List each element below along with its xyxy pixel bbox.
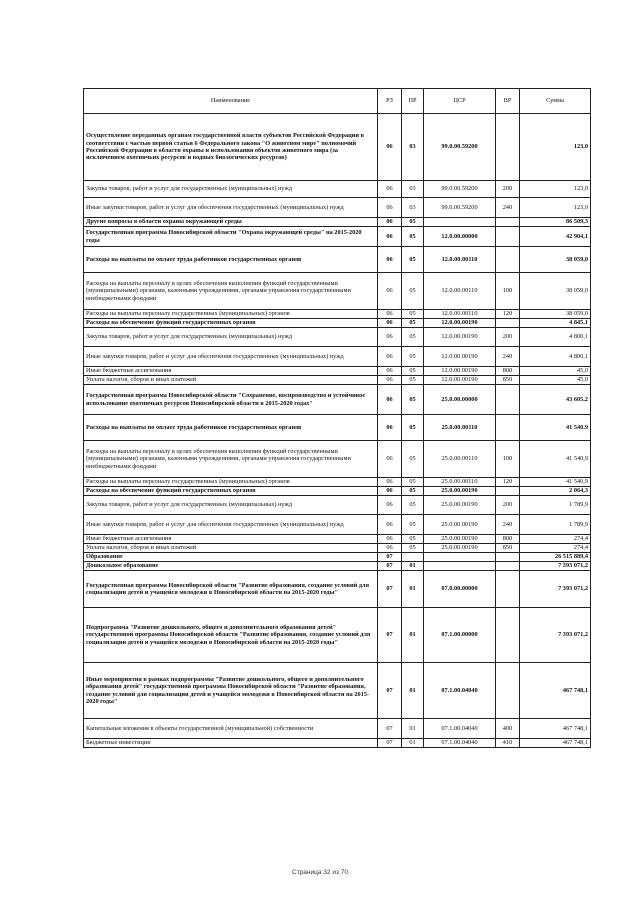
cell-vr	[496, 487, 520, 496]
cell-csr: 25.0.00.00190	[424, 544, 496, 553]
cell-vr	[496, 415, 520, 441]
table-row	[84, 198, 591, 218]
cell-sum: 45,0	[520, 376, 591, 385]
cell-rz: 06	[378, 487, 402, 496]
cell-name: Расходы на обеспечение функций государственных органов	[84, 487, 378, 496]
cell-name: Капитальные вложения в объекты государственной (муниципальной) собственности	[84, 719, 378, 739]
cell-vr: 100	[496, 273, 520, 310]
cell-rz: 06	[378, 273, 402, 310]
cell-vr: 800	[496, 367, 520, 376]
cell-sum: 123,0	[520, 198, 591, 218]
cell-sum: 42 904,1	[520, 227, 591, 247]
cell-name: Осуществление переданных органам государственной власти субъектов Российской Федерации в соответствии с частью первой статьи 6 Федерального закона "О животном мире" полномочий Российской Федерации в области охраны и использования объектов животного мира (за исключением охотничьих ресурсов и водных биологических ресурсов)	[84, 114, 378, 181]
cell-vr	[496, 608, 520, 663]
cell-vr: 240	[496, 515, 520, 535]
cell-name: Государственная программа Новосибирской области "Сохранение, воспроизводство и устойчивое использование охотничьих ресурсов Новосибирской области в 2015-2020 годах"	[84, 385, 378, 415]
cell-vr: 850	[496, 544, 520, 553]
table-row	[84, 415, 591, 441]
cell-name: Расходы на выплаты персоналу в целях обеспечения выполнения функций государственными (муниципальными) органами, казенными учреждениями, органами управления государственными внебюджетными фондами	[84, 441, 378, 478]
cell-rz: 07	[378, 562, 402, 571]
cell-vr: 410	[496, 739, 520, 748]
table-row	[84, 441, 591, 478]
cell-pr: 03	[402, 198, 424, 218]
header-name: Наименование	[84, 89, 378, 114]
cell-vr: 120	[496, 478, 520, 487]
cell-rz: 06	[378, 181, 402, 198]
cell-csr: 07.1.00.04040	[424, 663, 496, 719]
cell-rz: 06	[378, 496, 402, 515]
cell-pr: 05	[402, 218, 424, 227]
cell-vr: 100	[496, 441, 520, 478]
cell-sum: 38 059,0	[520, 273, 591, 310]
cell-csr: 12.0.00.00190	[424, 367, 496, 376]
cell-pr: 05	[402, 273, 424, 310]
cell-sum: 4 800,1	[520, 347, 591, 367]
table-row	[84, 739, 591, 748]
table-row	[84, 181, 591, 198]
table-row	[84, 535, 591, 544]
cell-csr: 99.0.00.59200	[424, 198, 496, 218]
table-row	[84, 544, 591, 553]
cell-name: Расходы на обеспечение функций государственных органов	[84, 319, 378, 328]
cell-rz: 06	[378, 385, 402, 415]
cell-pr: 05	[402, 515, 424, 535]
cell-vr: 200	[496, 181, 520, 198]
cell-rz: 06	[378, 227, 402, 247]
cell-sum: 467 748,1	[520, 663, 591, 719]
cell-csr: 07.1.00.00000	[424, 608, 496, 663]
cell-pr: 05	[402, 347, 424, 367]
cell-pr: 01	[402, 562, 424, 571]
table-row	[84, 114, 591, 181]
cell-rz: 06	[378, 515, 402, 535]
cell-rz: 06	[378, 544, 402, 553]
table-header-row	[84, 89, 591, 114]
cell-csr	[424, 562, 496, 571]
table-row	[84, 385, 591, 415]
table-row	[84, 487, 591, 496]
cell-csr: 25.0.00.00110	[424, 415, 496, 441]
table-row	[84, 608, 591, 663]
cell-pr: 05	[402, 487, 424, 496]
cell-vr	[496, 114, 520, 181]
cell-csr: 12.0.00.00190	[424, 328, 496, 347]
cell-csr: 07.1.00.04040	[424, 739, 496, 748]
cell-sum: 467 748,1	[520, 739, 591, 748]
cell-rz: 06	[378, 478, 402, 487]
cell-name: Закупка товаров, работ и услуг для государственных (муниципальных) нужд	[84, 328, 378, 347]
table-body	[84, 114, 591, 748]
cell-rz: 06	[378, 347, 402, 367]
cell-pr: 05	[402, 247, 424, 273]
cell-vr: 850	[496, 376, 520, 385]
cell-name: Иные закупки товаров, работ и услуг для обеспечения государственных (муниципальных) нужд	[84, 515, 378, 535]
cell-pr: 05	[402, 478, 424, 487]
header-vr: ВР	[496, 89, 520, 114]
cell-name: Расходы на выплаты по оплате труда работников государственных органов	[84, 247, 378, 273]
cell-csr: 12.0.00.00000	[424, 227, 496, 247]
cell-pr: 01	[402, 608, 424, 663]
cell-csr: 12.0.00.00190	[424, 376, 496, 385]
cell-rz: 06	[378, 114, 402, 181]
cell-pr: 05	[402, 544, 424, 553]
cell-pr: 01	[402, 571, 424, 608]
table-row	[84, 571, 591, 608]
cell-sum: 26 515 889,4	[520, 553, 591, 562]
cell-sum: 45,0	[520, 367, 591, 376]
cell-rz: 07	[378, 608, 402, 663]
header-sum: Сумма	[520, 89, 591, 114]
cell-pr: 05	[402, 535, 424, 544]
cell-vr	[496, 218, 520, 227]
cell-csr: 12.0.00.00190	[424, 347, 496, 367]
cell-vr: 120	[496, 310, 520, 319]
cell-name: Расходы на выплаты по оплате труда работников государственных органов	[84, 415, 378, 441]
cell-vr	[496, 562, 520, 571]
table-row	[84, 310, 591, 319]
cell-sum: 41 540,9	[520, 441, 591, 478]
table-row	[84, 515, 591, 535]
cell-sum: 41 540,9	[520, 478, 591, 487]
cell-vr	[496, 247, 520, 273]
cell-sum: 1 789,9	[520, 515, 591, 535]
cell-vr	[496, 319, 520, 328]
cell-csr: 25.0.00.00110	[424, 441, 496, 478]
cell-rz: 06	[378, 328, 402, 347]
cell-vr: 400	[496, 719, 520, 739]
cell-rz: 06	[378, 535, 402, 544]
cell-pr: 05	[402, 227, 424, 247]
table-row	[84, 347, 591, 367]
cell-csr: 12.0.00.00110	[424, 273, 496, 310]
cell-rz: 07	[378, 663, 402, 719]
cell-rz: 06	[378, 376, 402, 385]
cell-rz: 07	[378, 739, 402, 748]
cell-name: Дошкольное образование	[84, 562, 378, 571]
cell-vr: 240	[496, 347, 520, 367]
cell-csr: 12.0.00.00190	[424, 319, 496, 328]
cell-sum: 41 540,9	[520, 415, 591, 441]
cell-pr: 05	[402, 367, 424, 376]
cell-csr: 25.0.00.00190	[424, 515, 496, 535]
cell-vr	[496, 553, 520, 562]
cell-name: Уплата налогов, сборов и иных платежей	[84, 376, 378, 385]
cell-vr	[496, 227, 520, 247]
cell-rz: 06	[378, 198, 402, 218]
cell-rz: 06	[378, 218, 402, 227]
cell-rz: 06	[378, 441, 402, 478]
header-rz: РЗ	[378, 89, 402, 114]
cell-name: Государственная программа Новосибирской области "Развитие образования, создание условий для социализации детей и учащейся молодежи в Новосибирской области на 2015-2020 годы"	[84, 571, 378, 608]
cell-name: Закупка товаров, работ и услуг для государственных (муниципальных) нужд	[84, 181, 378, 198]
table-row	[84, 496, 591, 515]
cell-name: Другие вопросы в области охраны окружающей среды	[84, 218, 378, 227]
table-row	[84, 719, 591, 739]
cell-name: Расходы на выплаты персоналу государственных (муниципальных) органов	[84, 310, 378, 319]
cell-pr: 01	[402, 739, 424, 748]
cell-vr: 200	[496, 496, 520, 515]
cell-rz: 06	[378, 319, 402, 328]
cell-name: Иные бюджетные ассигнования	[84, 367, 378, 376]
cell-pr: 03	[402, 181, 424, 198]
budget-table	[83, 88, 591, 748]
table-row	[84, 478, 591, 487]
cell-pr: 05	[402, 328, 424, 347]
cell-vr	[496, 385, 520, 415]
cell-pr: 05	[402, 496, 424, 515]
cell-name: Иные закупки товаров, работ и услуг для обеспечения государственных (муниципальных) нужд	[84, 347, 378, 367]
cell-csr: 25.0.00.00190	[424, 496, 496, 515]
cell-csr: 25.0.00.00000	[424, 385, 496, 415]
cell-sum: 4 800,1	[520, 328, 591, 347]
cell-vr	[496, 571, 520, 608]
cell-pr: 05	[402, 385, 424, 415]
cell-sum: 38 059,0	[520, 310, 591, 319]
cell-pr: 05	[402, 441, 424, 478]
table-row	[84, 562, 591, 571]
cell-sum: 38 059,0	[520, 247, 591, 273]
cell-rz: 07	[378, 553, 402, 562]
cell-csr: 25.0.00.00110	[424, 478, 496, 487]
cell-name: Иные мероприятия в рамках подпрограммы "Развитие дошкольного, общего и дополнительного образования детей" государственной программы Новосибирской области "Развитие образования, создание условий для социализации детей и учащейся молодежи в Новосибирской области на 2015-2020 годы"	[84, 663, 378, 719]
cell-pr: 05	[402, 415, 424, 441]
cell-sum: 1 789,9	[520, 496, 591, 515]
table-row	[84, 247, 591, 273]
cell-csr	[424, 553, 496, 562]
cell-rz: 06	[378, 310, 402, 319]
cell-name: Уплата налогов, сборов и иных платежей	[84, 544, 378, 553]
cell-sum: 4 845,1	[520, 319, 591, 328]
cell-csr: 25.0.00.00190	[424, 487, 496, 496]
cell-csr: 12.0.00.00110	[424, 310, 496, 319]
cell-pr: 03	[402, 114, 424, 181]
cell-name: Расходы на выплаты персоналу в целях обеспечения выполнения функций государственными (муниципальными) органами, казенными учреждениями, органами управления государственными внебюджетными фондами	[84, 273, 378, 310]
table-row	[84, 553, 591, 562]
cell-sum: 274,4	[520, 535, 591, 544]
cell-vr: 200	[496, 328, 520, 347]
cell-csr: 07.1.00.04040	[424, 719, 496, 739]
table-row	[84, 663, 591, 719]
table-row	[84, 367, 591, 376]
cell-vr: 240	[496, 198, 520, 218]
cell-sum: 274,4	[520, 544, 591, 553]
header-csr: ЦСР	[424, 89, 496, 114]
cell-sum: 43 605,2	[520, 385, 591, 415]
cell-rz: 06	[378, 415, 402, 441]
cell-csr: 07.0.00.00000	[424, 571, 496, 608]
cell-name: Расходы на выплаты персоналу государственных (муниципальных) органов	[84, 478, 378, 487]
cell-name: Государственная программа Новосибирской области "Охрана окружающей среды" на 2015-2020 годы	[84, 227, 378, 247]
cell-sum: 467 748,1	[520, 719, 591, 739]
cell-pr: 05	[402, 310, 424, 319]
cell-vr: 800	[496, 535, 520, 544]
cell-csr	[424, 218, 496, 227]
table-row	[84, 227, 591, 247]
table-row	[84, 218, 591, 227]
cell-sum: 123,0	[520, 114, 591, 181]
cell-name: Иные закупки товаров, работ и услуг для обеспечения государственных (муниципальных) нужд	[84, 198, 378, 218]
table-row	[84, 273, 591, 310]
cell-sum: 7 393 071,2	[520, 571, 591, 608]
header-pr: ПР	[402, 89, 424, 114]
table-row	[84, 319, 591, 328]
cell-pr: 05	[402, 319, 424, 328]
cell-vr	[496, 663, 520, 719]
page-number: Страница 32 из 70	[292, 869, 348, 876]
cell-name: Бюджетные инвестиции	[84, 739, 378, 748]
cell-sum: 7 393 071,2	[520, 562, 591, 571]
cell-rz: 07	[378, 571, 402, 608]
cell-sum: 123,0	[520, 181, 591, 198]
cell-sum: 2 064,3	[520, 487, 591, 496]
cell-pr: 05	[402, 376, 424, 385]
cell-pr: 01	[402, 663, 424, 719]
cell-name: Закупка товаров, работ и услуг для государственных (муниципальных) нужд	[84, 496, 378, 515]
cell-sum: 7 393 071,2	[520, 608, 591, 663]
cell-csr: 99.0.00.59200	[424, 181, 496, 198]
cell-csr: 99.0.00.59200	[424, 114, 496, 181]
cell-csr: 12.0.00.00110	[424, 247, 496, 273]
cell-name: Иные бюджетные ассигнования	[84, 535, 378, 544]
table-row	[84, 328, 591, 347]
cell-pr: 01	[402, 719, 424, 739]
cell-csr: 25.0.00.00190	[424, 535, 496, 544]
table-row	[84, 376, 591, 385]
cell-name: Подпрограмма "Развитие дошкольного, общего и дополнительного образования детей" государственной программы Новосибирской области "Развитие образования, создание условий для социализации детей и учащейся молодежи в Новосибирской области на 2015-2020 годы"	[84, 608, 378, 663]
cell-rz: 06	[378, 247, 402, 273]
cell-pr	[402, 553, 424, 562]
cell-sum: 86 509,3	[520, 218, 591, 227]
cell-rz: 07	[378, 719, 402, 739]
cell-name: Образование	[84, 553, 378, 562]
cell-rz: 06	[378, 367, 402, 376]
